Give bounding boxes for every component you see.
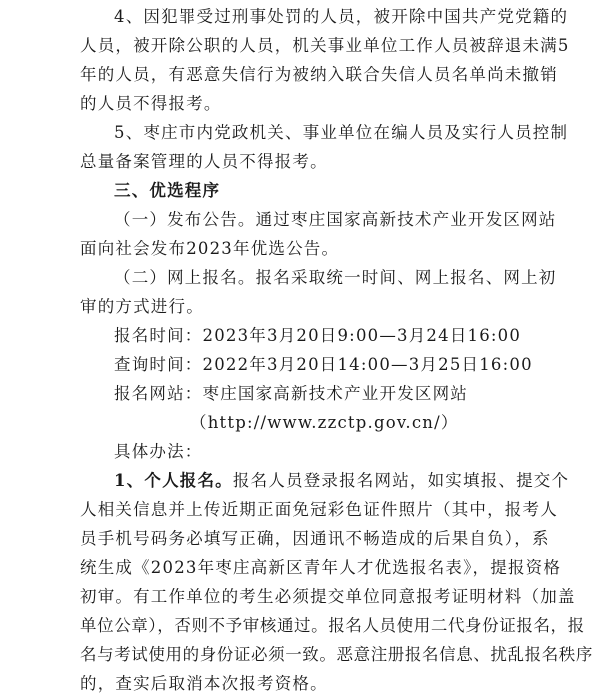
paragraph-line: 统生成《2023年枣庄高新区青年人才优选报名表》，提报资格	[80, 558, 562, 577]
paragraph-line: （一）发布公告。通过枣庄国家高新技术产业开发区网站	[114, 210, 557, 229]
paragraph-text: 报名人员登录报名网站，如实填报、提交个	[232, 471, 570, 490]
paragraph-line: 的人员不得报考。	[80, 94, 222, 113]
paragraph-line: 初审。有工作单位的考生必须提交单位同意报考证明材料（加盖	[80, 587, 576, 606]
paragraph-line: 人员，被开除公职的人员，机关事业单位工作人员被辞退未满5	[80, 36, 570, 55]
paragraph-line: 的，查实后取消本次报考资格。	[80, 674, 328, 693]
section-heading: 三、优选程序	[114, 181, 221, 200]
paragraph-line: 5、枣庄市内党政机关、事业单位在编人员及实行人员控制	[114, 123, 569, 142]
paragraph-line: 审的方式进行。	[80, 297, 204, 316]
paragraph-line: 名与考试使用的身份证必须一致。恶意注册报名信息、扰乱报名秩序	[80, 645, 593, 664]
paragraph-line: （二）网上报名。报名采取统一时间、网上报名、网上初	[114, 268, 557, 287]
paragraph-line: 4、因犯罪受过刑事处罚的人员，被开除中国共产党党籍的	[114, 7, 569, 26]
paragraph-line: 单位公章），否则不予审核通过。报名人员使用二代身份证报名，报	[80, 616, 585, 635]
paragraph-line: 总量备案管理的人员不得报考。	[80, 152, 328, 171]
query-time: 查询时间：2022年3月20日14:00—3月25日16:00	[114, 355, 533, 374]
paragraph-line: 年的人员，有恶意失信行为被纳入联合失信人员名单尚未撤销	[80, 65, 558, 84]
subheading: 1、个人报名。	[114, 471, 233, 490]
registration-time: 报名时间：2023年3月20日9:00—3月24日16:00	[114, 326, 522, 345]
paragraph-line: 人相关信息并上传近期正面免冠彩色证件照片（其中，报考人	[80, 500, 558, 519]
registration-website: 报名网站：枣庄国家高新技术产业开发区网站	[114, 384, 468, 403]
paragraph-line: 面向社会发布2023年优选公告。	[80, 239, 340, 258]
paragraph-line: 员手机号码务必填写正确，因通讯不畅造成的后果自负），系	[80, 529, 550, 548]
paragraph-line: 具体办法：	[114, 442, 203, 461]
paragraph-line	[114, 470, 569, 492]
website-url: （http://www.zzctp.gov.cn/）	[190, 413, 459, 432]
